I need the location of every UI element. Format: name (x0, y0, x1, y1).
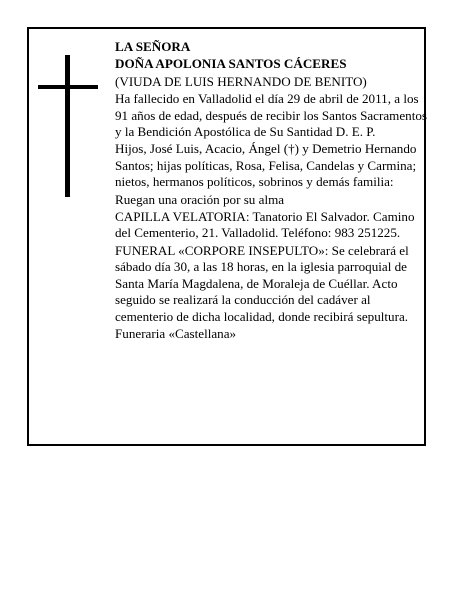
deceased-subtitle: (VIUDA DE LUIS HERNANDO DE BENITO) (115, 73, 367, 89)
chapel-paragraph: CAPILLA VELATORIA: Tanatorio El Salvador. Camino del Cementerio, 21. Valladolid. Teléfono: 983 251225. (115, 209, 415, 241)
family-paragraph: Hijos, José Luis, Acacio, Ángel (†) y Demetrio Hernando Santos; hijas políticas, Rosa, Felisa, Candelas y Carmina; nietos, hermanos políticos, sobrinos y demás familia: (115, 141, 417, 190)
cross-vertical-bar (65, 55, 70, 197)
funeral-home: Funeraria «Castellana» (115, 325, 237, 341)
deceased-name: DOÑA APOLONIA SANTOS CÁCERES (115, 56, 347, 72)
cross-icon (38, 55, 98, 197)
death-paragraph: Ha fallecido en Valladolid el día 29 de abril de 2011, a los 91 años de edad, después de recibir los Santos Sacramentos y la Bendición Apostólica de Su Santidad D. E. P. (115, 91, 427, 140)
funeral-paragraph: FUNERAL «CORPORE INSEPULTO»: Se celebrará el sábado día 30, a las 18 horas, en la iglesia parroquial de Santa María Magdalena, de Moraleja de Cuéllar. Acto seguido se realizará la conducción del cadáver al cementerio de dicha localidad, donde recibirá sepultura. (115, 242, 409, 324)
prayer-line: Ruegan una oración por su alma (115, 191, 285, 207)
cross-horizontal-bar (38, 85, 98, 89)
obituary-text (115, 39, 427, 343)
notice-title: LA SEÑORA (115, 39, 191, 54)
